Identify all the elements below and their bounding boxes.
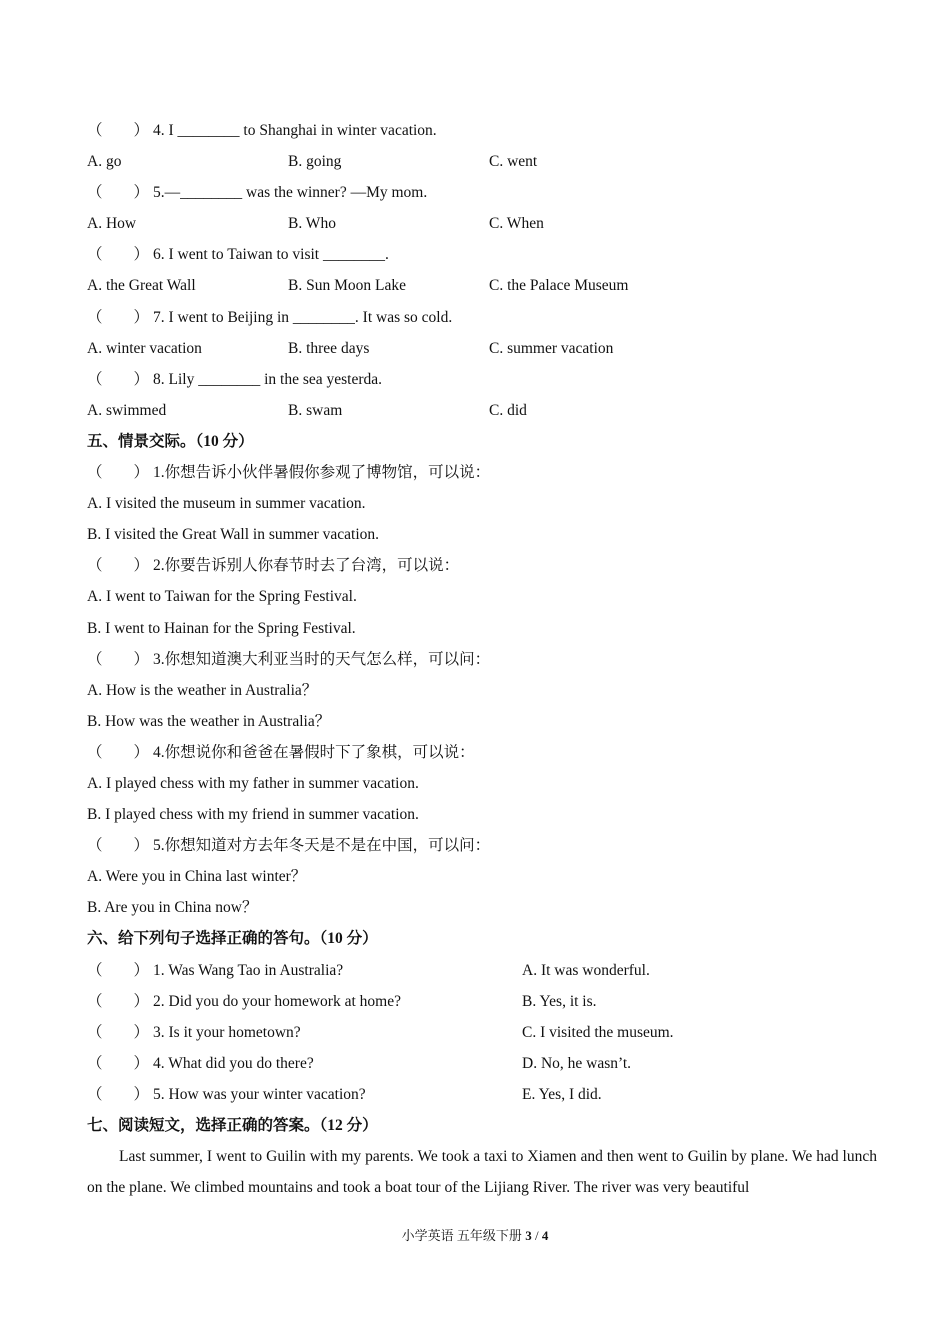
question-stem: 6. I went to Taiwan to visit ________. [153,246,389,264]
option-b: B. Who [288,215,336,233]
match-row [87,1017,877,1048]
answer-blank[interactable]: （ ） [87,464,150,482]
question-stem: 4.你想说你和爸爸在暑假时下了象棋，可以说： [153,743,475,761]
part6-section [87,923,877,1110]
question-2 [87,550,877,581]
options-8 [87,395,877,426]
answer-blank[interactable]: （ ） [87,308,150,326]
option-a: A. I visited the museum in summer vacation. [87,495,366,513]
exam-page [87,115,877,1203]
section-heading: 六、给下列句子选择正确的答句。（10 分） [87,930,378,948]
match-row [87,1048,877,1079]
footer-total-pages: 4 [541,1228,549,1243]
footer-course: 小学英语 五年级下册 [401,1228,526,1243]
option-c: C. the Palace Museum [489,277,629,295]
question-stem: 7. I went to Beijing in ________. It was so cold. [153,308,453,326]
question-stem: 5.你想知道对方去年冬天是不是在中国，可以问： [153,837,491,855]
option-c: C. When [489,215,544,233]
match-answer: D. No, he wasn’t. [522,1054,632,1072]
match-question: 2. Did you do your homework at home? [153,992,401,1010]
part4-continued [87,115,877,426]
match-question: 1. Was Wang Tao in Australia? [153,961,344,979]
option-c: C. went [489,153,538,171]
match-row [87,955,877,986]
match-row [87,986,877,1017]
option-a: A. How [87,215,137,233]
option-b: B. going [288,153,342,171]
question-8 [87,364,877,395]
option-b: B. I visited the Great Wall in summer vacation. [87,526,380,544]
answer-blank[interactable]: （ ） [87,961,150,979]
options-4 [87,146,877,177]
match-answer: E. Yes, I did. [522,1085,602,1103]
option-b: B. three days [288,339,370,357]
match-answer: A. It was wonderful. [522,961,650,979]
answer-blank[interactable]: （ ） [87,650,150,668]
answer-blank[interactable]: （ ） [87,837,150,855]
option-a: A. winter vacation [87,339,202,357]
option-b: B. How was the weather in Australia？ [87,712,331,730]
answer-blank[interactable]: （ ） [87,184,150,202]
question-1 [87,457,877,488]
answer-blank[interactable]: （ ） [87,1054,150,1072]
question-stem: 5.—________ was the winner? —My mom. [153,184,428,202]
option-b: B. I played chess with my friend in summer vacation. [87,806,419,824]
question-4 [87,737,877,768]
reading-passage: Last summer, I went to Guilin with my parents. We took a taxi to Xiamen and then went to Guilin by plane. We had lunch on the plane. We climbed mountains and took a boat tour of the Lijiang River. The river was very beautiful [87,1148,877,1197]
match-question: 4. What did you do there? [153,1054,314,1072]
option-c: C. did [489,401,527,419]
footer-separator: / [531,1228,542,1243]
option-a: A. I played chess with my father in summer vacation. [87,774,419,792]
option-a: A. I went to Taiwan for the Spring Festival. [87,588,357,606]
option-b: B. Are you in China now？ [87,899,258,917]
option-a: A. go [87,153,122,171]
part5-section [87,426,877,924]
question-7 [87,302,877,333]
option-c: C. summer vacation [489,339,614,357]
page-footer [0,1226,950,1246]
option-a: A. the Great Wall [87,277,196,295]
match-question: 3. Is it your hometown? [153,1023,301,1041]
part7-section [87,1110,877,1203]
match-question: 5. How was your winter vacation? [153,1085,366,1103]
match-answer: B. Yes, it is. [522,992,597,1010]
option-b: B. Sun Moon Lake [288,277,406,295]
option-b: B. I went to Hainan for the Spring Festival. [87,619,356,637]
footer-page-number: 3 [525,1228,532,1243]
options-5 [87,208,877,239]
question-5 [87,830,877,861]
answer-blank[interactable]: （ ） [87,743,150,761]
question-stem: 4. I ________ to Shanghai in winter vacation. [153,122,437,139]
section-heading: 五、情景交际。（10 分） [87,432,254,450]
match-answer: C. I visited the museum. [522,1023,674,1041]
answer-blank[interactable]: （ ） [87,122,150,139]
option-a: A. swimmed [87,401,167,419]
answer-blank[interactable]: （ ） [87,992,150,1010]
answer-blank[interactable]: （ ） [87,557,150,575]
question-4 [87,115,877,146]
answer-blank[interactable]: （ ） [87,1023,150,1041]
options-7 [87,333,877,364]
option-a: A. Were you in China last winter？ [87,868,307,886]
question-stem: 8. Lily ________ in the sea yesterda. [153,370,383,388]
option-b: B. swam [288,401,343,419]
section-heading: 七、阅读短文，选择正确的答案。（12 分） [87,1117,378,1134]
question-5 [87,177,877,208]
question-stem: 2.你要告诉别人你春节时去了台湾，可以说： [153,557,460,575]
answer-blank[interactable]: （ ） [87,246,150,264]
question-stem: 3.你想知道澳大利亚当时的天气怎么样，可以问： [153,650,491,668]
match-row [87,1079,877,1110]
option-a: A. How is the weather in Australia？ [87,681,318,699]
question-6 [87,239,877,270]
options-6 [87,270,877,301]
question-stem: 1.你想告诉小伙伴暑假你参观了博物馆，可以说： [153,464,491,482]
answer-blank[interactable]: （ ） [87,1085,150,1103]
answer-blank[interactable]: （ ） [87,370,150,388]
question-3 [87,644,877,675]
